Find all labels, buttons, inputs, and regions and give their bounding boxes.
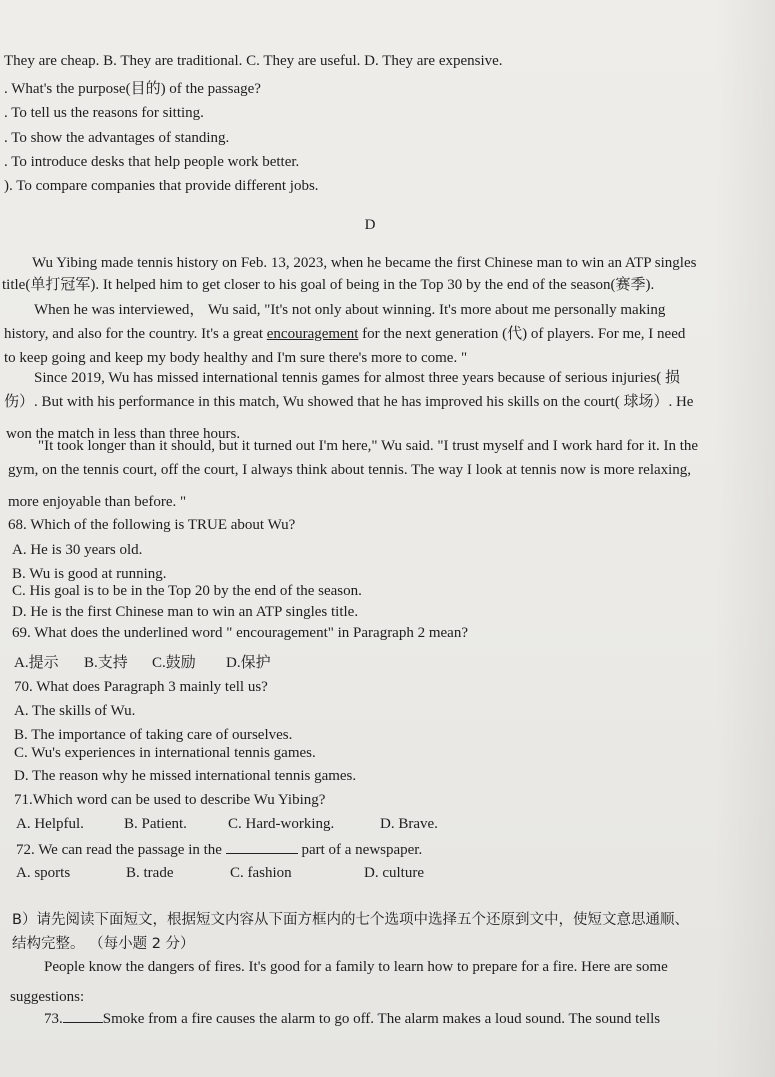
q71-stem: 71.Which word can be used to describe Wu Yibing? xyxy=(14,792,326,808)
section-heading: D xyxy=(364,217,376,233)
q68-option-d: D. He is the first Chinese man to win an ATP singles title. xyxy=(12,604,359,620)
section-b-instruction-line-1: B）请先阅读下面短文，根据短文内容从下面方框内的七个选项中选择五个还原到文中，使短文意思通顺、 xyxy=(12,912,689,928)
q72-option-c: C. fashion xyxy=(230,865,292,881)
q69-stem: 69. What does the underlined word " encouragement" in Paragraph 2 mean? xyxy=(12,625,468,641)
q71-option-a: A. Helpful. xyxy=(16,816,84,832)
paragraph-2-line-1: When he was interviewed， Wu said, "It's not only about winning. It's more about me personally making xyxy=(34,302,666,318)
q72-option-a: A. sports xyxy=(16,865,71,881)
section-b-instruction-line-2: 结构完整。 （每小题 2 分） xyxy=(12,936,195,952)
paragraph-3-line-3: won the match in less than three hours. xyxy=(6,426,241,442)
section-b-paragraph-line-1: People know the dangers of fires. It's good for a family to learn how to prepare for a fire. Here are some xyxy=(44,959,668,975)
paragraph-4-line-1: "It took longer than it should, but it turned out I'm here," Wu said. "I trust myself and I work hard for it. In the xyxy=(38,438,699,454)
paragraph-2-line-3: to keep going and keep my body healthy and I'm sure there's more to come. " xyxy=(4,350,468,366)
paragraph-4-line-2: gym, on the tennis court, off the court, I always think about tennis. The way I look at tennis now is more relaxing, xyxy=(8,462,692,478)
paragraph-4-line-3: more enjoyable than before. " xyxy=(8,494,187,510)
q70-option-d: D. The reason why he missed international tennis games. xyxy=(14,768,357,784)
q69-option-c: C.鼓励 xyxy=(152,655,196,671)
q69-options xyxy=(14,654,271,672)
q68-option-a: A. He is 30 years old. xyxy=(12,542,143,558)
underlined-word: encouragement xyxy=(266,326,359,342)
q69-option-a: A.提示 xyxy=(14,655,59,671)
q71-options xyxy=(16,815,438,833)
q70-option-b: B. The importance of taking care of ourselves. xyxy=(14,727,293,743)
q68-option-b: B. Wu is good at running. xyxy=(12,566,167,582)
q68-stem: 68. Which of the following is TRUE about Wu? xyxy=(8,517,296,533)
purpose-question: . What's the purpose(目的) of the passage? xyxy=(4,81,261,97)
q72-option-b: B. trade xyxy=(126,865,174,881)
paragraph-3-line-2: 伤）. But with his performance in this match, Wu showed that he has improved his skills on the court( 球场）. He xyxy=(4,394,694,410)
q73-line: 73. Smoke from a fire causes the alarm to go off. The alarm makes a loud sound. The sound tells xyxy=(44,1008,660,1028)
section-b-paragraph-line-2: suggestions: xyxy=(10,989,85,1005)
answer-blank xyxy=(226,839,298,854)
q72-stem: 72. We can read the passage in the part of a newspaper. xyxy=(16,839,422,859)
q73-blank xyxy=(63,1008,103,1023)
q71-option-b: B. Patient. xyxy=(124,816,187,832)
q67-options: They are cheap. B. They are traditional. C. They are useful. D. They are expensive. xyxy=(4,53,503,69)
paragraph-3-line-1: Since 2019, Wu has missed international tennis games for almost three years because of serious injuries( 损 xyxy=(34,370,681,386)
paragraph-1-line-2: title(单打冠军). It helped him to get closer to his goal of being in the Top 30 by the end of the season(赛季). xyxy=(2,277,655,293)
q72-options xyxy=(16,864,424,882)
option-d: ). To compare companies that provide different jobs. xyxy=(4,178,319,194)
q68-option-c: C. His goal is to be in the Top 20 by the end of the season. xyxy=(12,583,362,599)
q69-option-d: D.保护 xyxy=(226,655,271,671)
option-c: . To introduce desks that help people work better. xyxy=(4,154,300,170)
q72-option-d: D. culture xyxy=(364,865,424,881)
q70-option-a: A. The skills of Wu. xyxy=(14,703,136,719)
paragraph-2-line-2: history, and also for the country. It's a great encouragement for the next generation (代) of players. For me, I need xyxy=(4,326,686,342)
q71-option-c: C. Hard-working. xyxy=(228,816,335,832)
paragraph-1-line-1: Wu Yibing made tennis history on Feb. 13, 2023, when he became the first Chinese man to win an ATP singles xyxy=(32,255,697,271)
q71-option-d: D. Brave. xyxy=(380,816,438,832)
option-a: . To tell us the reasons for sitting. xyxy=(4,105,204,121)
option-b: . To show the advantages of standing. xyxy=(4,130,230,146)
q70-stem: 70. What does Paragraph 3 mainly tell us? xyxy=(14,679,268,695)
q70-option-c: C. Wu's experiences in international tennis games. xyxy=(14,745,316,761)
q69-option-b: B.支持 xyxy=(84,655,128,671)
